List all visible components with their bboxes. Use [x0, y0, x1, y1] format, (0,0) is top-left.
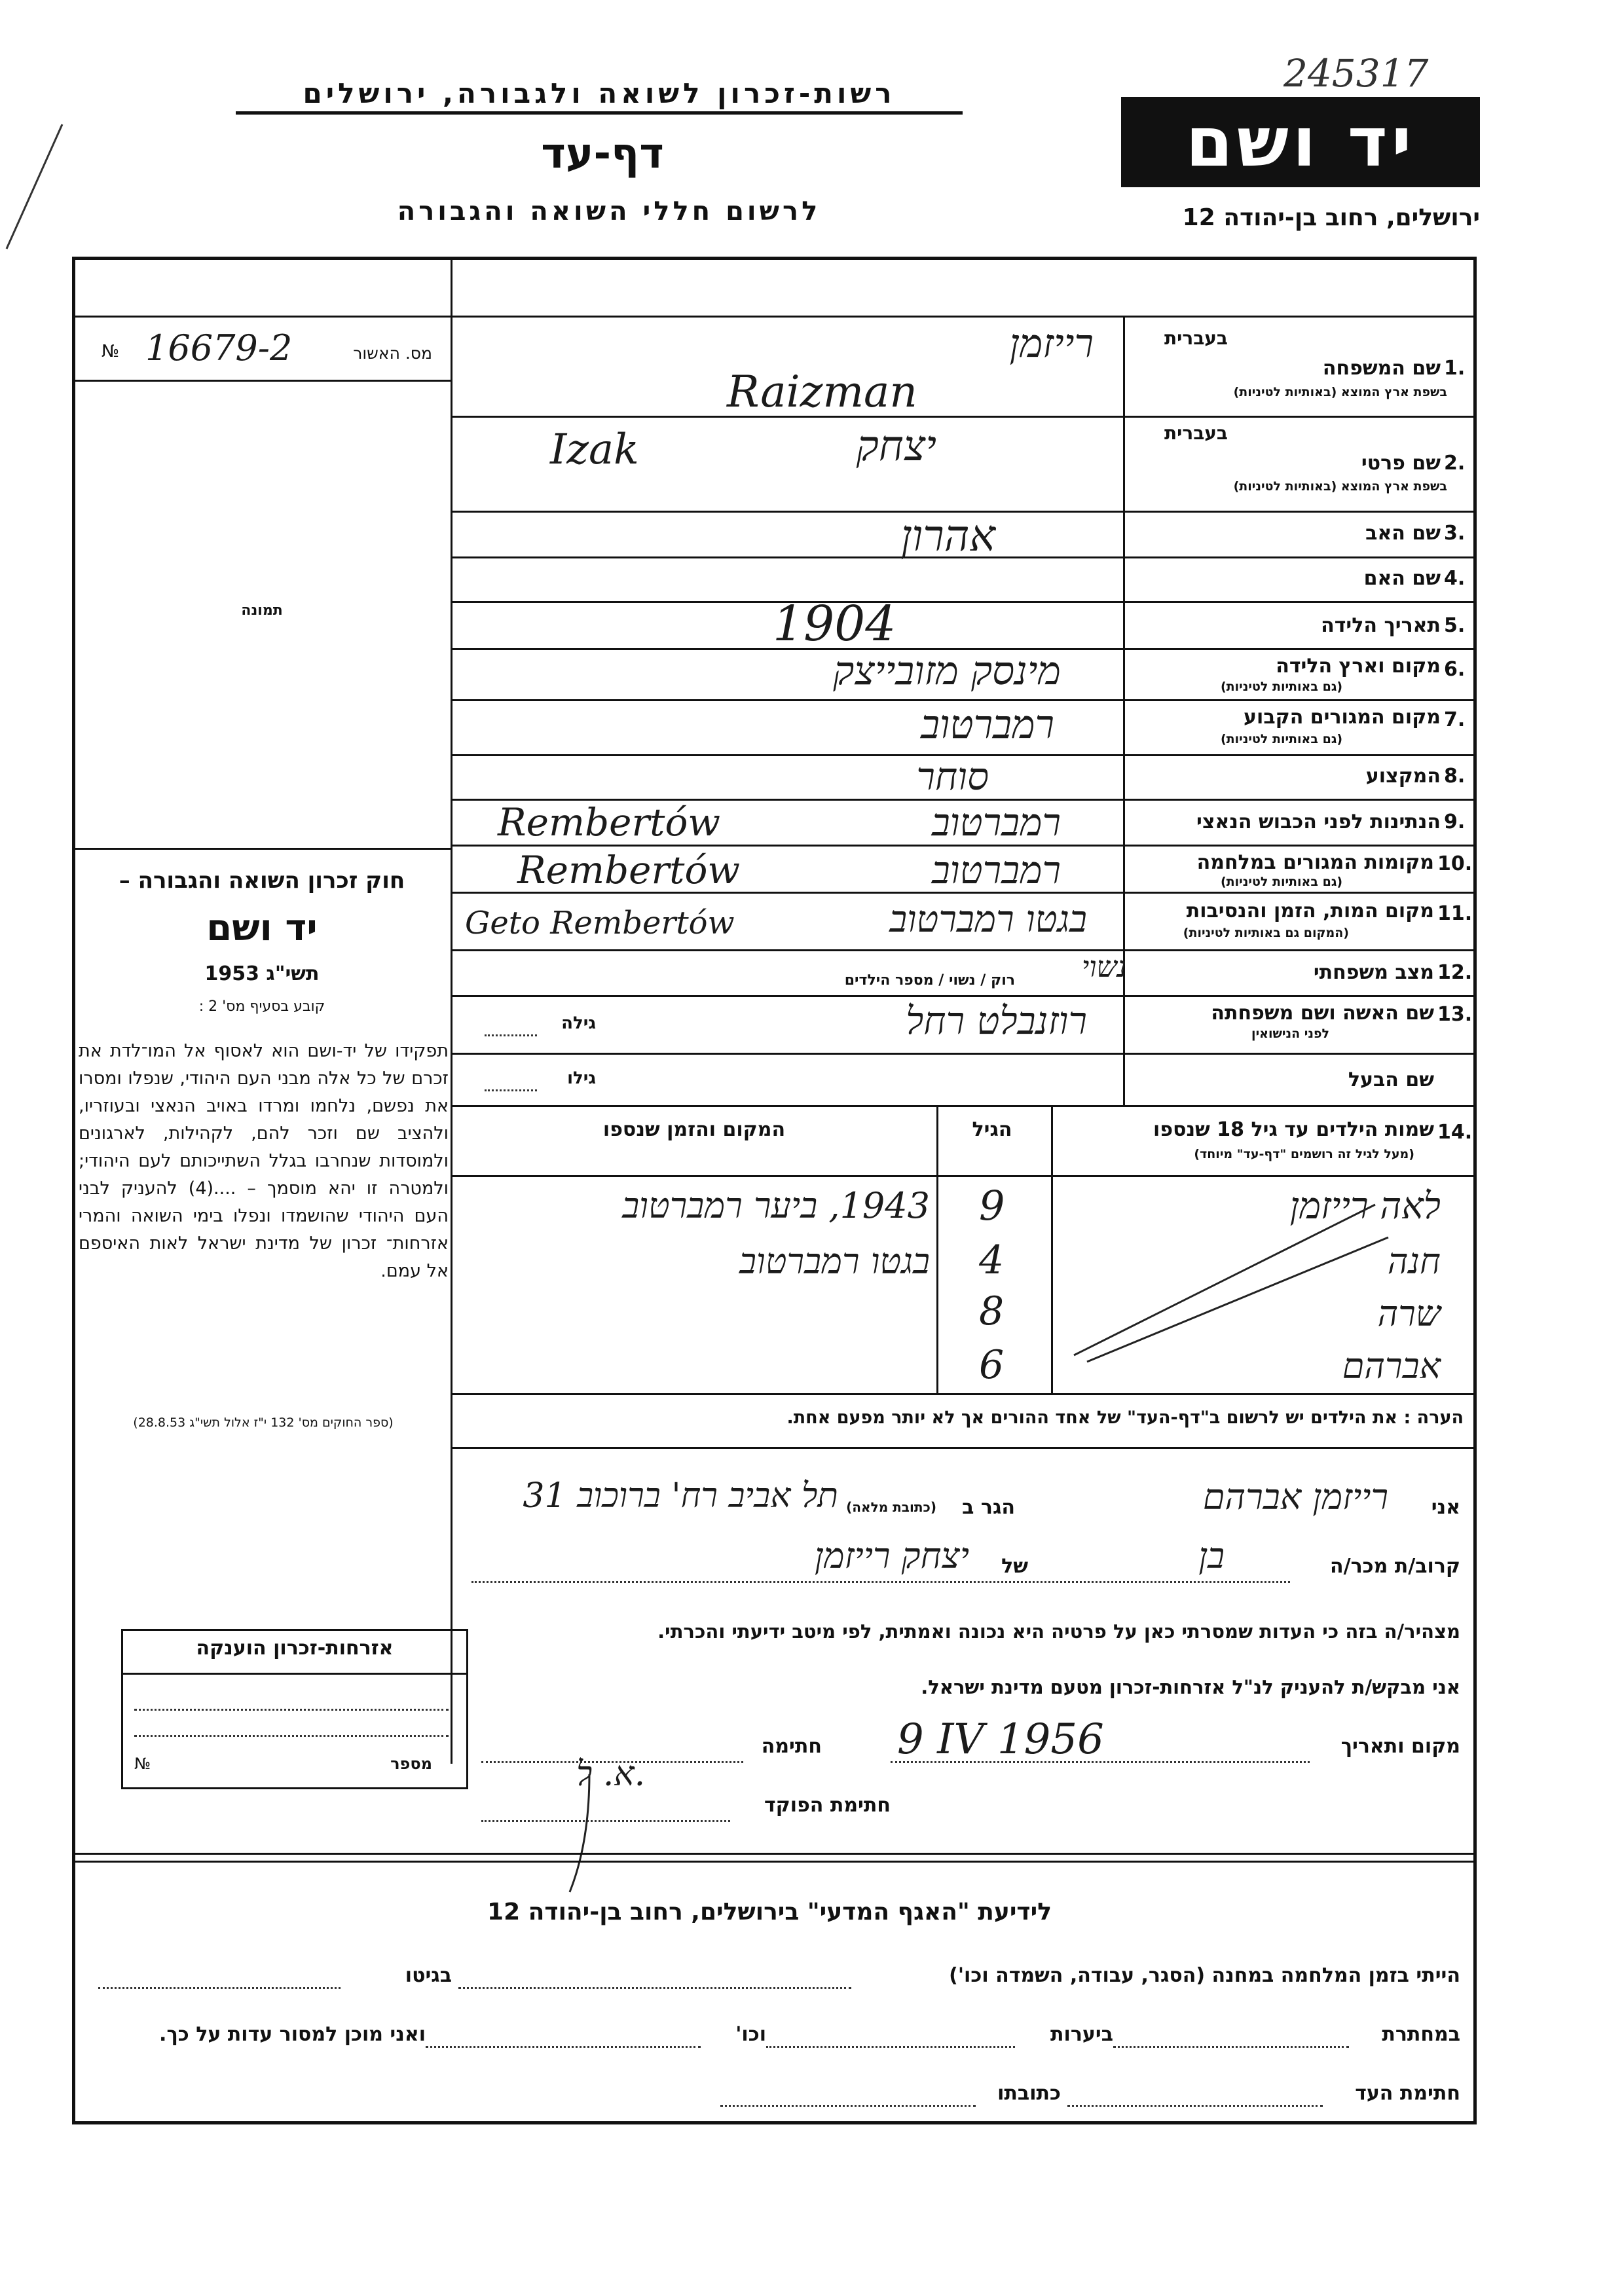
record-no-symbol: № [101, 342, 120, 361]
child-2-place: בגטו רמברטוב [739, 1241, 930, 1282]
inspector-pen-stroke [524, 1761, 655, 1899]
science-line2-a: במחתרת [1382, 2023, 1460, 2046]
wartime-residence-hebrew: רמברטוב [931, 848, 1061, 892]
field-3-num: 3. [1444, 522, 1466, 545]
field-12-note: רוק / נשוי / מספר הילדים [844, 972, 1015, 989]
children-note: הערה : את הילדים יש לרשום ב"דף-העד" של אחד ההורים אך לא יותר מפעם אחת. [786, 1408, 1464, 1428]
declaration-statement: מצהיר/ה בזה כי העדות שמסרתי כאן על פרטיה היא נכונה ואמתית, לפי מיטב ידיעתי והכרתי. [657, 1620, 1460, 1643]
child-2-age: 4 [979, 1237, 1005, 1283]
header-rule [236, 111, 963, 115]
declaration-top-line [451, 1447, 1477, 1449]
father-name: אהרון [900, 511, 995, 561]
field-1-label: שם המשפחה [1322, 357, 1441, 380]
science-line1-b: בגיטו [405, 1964, 452, 1987]
surname-latin: Raizman [727, 367, 917, 417]
pen-stroke-mark [0, 105, 79, 262]
child-4-name: אברהם [1342, 1345, 1441, 1387]
field-12-label: מצב משפחתי [1313, 961, 1434, 984]
declarant-name: רייזמן אברהם [1202, 1476, 1388, 1518]
field-7-label: מקום המגורים הקבוע [1244, 706, 1441, 729]
death-place-latin: Geto Rembertów [465, 905, 735, 941]
occupation: סוחר [916, 754, 989, 799]
field-6-label: מקום וארץ הלידה [1276, 655, 1441, 678]
field-8-label: המקצוע [1365, 765, 1441, 788]
place-date-dots [891, 1761, 1310, 1763]
science-line2-dots-b [766, 2046, 1015, 2048]
field-9-num: 9. [1444, 811, 1466, 833]
law-name: יד ושם [206, 907, 318, 949]
citizenship-request: אני מבקש/ת להעניק לנ"ל אזרחות-זכרון מטעם מדינת ישראל. [921, 1676, 1460, 1698]
husband-label: שם הבעל [1348, 1068, 1434, 1091]
children-header: שמות הילדים עד גיל 18 שנספו [1153, 1118, 1434, 1141]
field-5-num: 5. [1444, 614, 1466, 637]
citizenship-box-dots-2 [134, 1735, 449, 1737]
signature-label: חתימה [761, 1735, 822, 1758]
of-label: של [1001, 1555, 1028, 1578]
inspector-signature: א. ל. [576, 1755, 646, 1794]
law-body: תפקידו של יד-ושם הוא לאסוף אל המו־לדת את זכרם של כל אלה מבני העם היהודי, שנפלו ומסרו את נפשם, נלחמו ומרדו באויב הנאצי ובעוזריו, ולהציב שם וזכר להם, לקהילות, לארגונים ולמוסדות שנחרבו בגלל השתייכותם לעם היהודי; ולמטרה זו יהא מוסמך – ....(4) להעניק לבני העם היהודי שהושמדו ונפלו בימי השואה והמרי אזרחות־ זכרון של מדינת ישראל לאות האיספם אל עמם. [79, 1041, 449, 1281]
children-bottom-line [451, 1393, 1477, 1395]
lives-note: (כתובת מלאה) [846, 1499, 936, 1515]
surname-hebrew: רייזמן [1009, 321, 1094, 367]
field-7-note: (גם באותיות לטיניות) [1220, 732, 1342, 746]
science-line1-a: הייתי בזמן המלחמה במחנה (הסגר, עבודה, השמדה וכו') [949, 1964, 1460, 1987]
child-4-age: 6 [979, 1342, 1005, 1388]
given-name-hebrew: יצחק [856, 422, 936, 471]
science-line2-c: וכו' [735, 2023, 766, 2046]
law-source: (ספר החוקים מס' 132 י"ז אלול תשי"ג 28.8.53) [133, 1415, 394, 1430]
field-6-note: (גם באותיות לטיניות) [1220, 680, 1342, 694]
death-place-hebrew: בגטו רמברטוב [889, 898, 1087, 941]
field-11-num: 11. [1437, 902, 1473, 925]
field-1-note: בשפת ארץ המוצא (באותיות לטיניות) [1233, 385, 1447, 399]
row-line-6 [451, 699, 1477, 701]
field-4-num: 4. [1444, 567, 1466, 590]
citizenship-number-symbol: № [134, 1755, 151, 1773]
place-date-label: מקום ותאריך [1340, 1735, 1460, 1758]
institution-line: רשות-זכרון לשואה ולגבורה, ירושלים [303, 77, 896, 109]
citizenship-box-line [121, 1673, 468, 1675]
field-13-num: 13. [1437, 1003, 1473, 1026]
birth-place: מינסק מזובייצק [833, 648, 1061, 694]
field-11-note: (המקום גם באותיות לטיניות) [1183, 926, 1349, 940]
record-line [72, 380, 451, 382]
row-line-12 [451, 995, 1477, 997]
science-line2-b: ביערות [1050, 2023, 1113, 2046]
place-date-value: 9 IV 1956 [897, 1715, 1104, 1764]
science-line2-dots-a [1113, 2046, 1349, 2048]
relative-label: קרוב/ת מכר/ה [1330, 1555, 1460, 1578]
field-4-label: שם האם [1363, 567, 1441, 590]
row-line-9 [451, 845, 1477, 847]
field-1-tag: בעברית [1164, 327, 1228, 349]
handwritten-archive-number: 245317 [1283, 51, 1429, 96]
law-clause: קובע בסעיף מס' 2 : [198, 998, 325, 1015]
field-10-num: 10. [1437, 852, 1473, 875]
husband-age-label: גילו [567, 1068, 596, 1088]
field-2-num: 2. [1444, 452, 1466, 475]
declarant-address: תל אביב רח' ברוכוב 31 [523, 1476, 838, 1516]
science-line1-dots-b [98, 1987, 341, 1989]
field-2-label: שם פרטי [1361, 452, 1441, 475]
field-8-num: 8. [1444, 765, 1466, 788]
child-3-name: שרה [1377, 1293, 1441, 1334]
field-14-num: 14. [1437, 1121, 1473, 1144]
form-subtitle: לרשום חללי השואה והגבורה [397, 196, 821, 227]
field-7-num: 7. [1444, 708, 1466, 731]
field-2-tag: בעברית [1164, 422, 1228, 444]
photo-bottom-line [72, 848, 451, 850]
science-rule-2 [72, 1861, 1477, 1863]
nationality-hebrew: רמברטוב [931, 800, 1061, 845]
photo-label: תמונה [241, 602, 283, 619]
record-label: מס. האשור [353, 344, 432, 363]
science-line2-d: ואני מוכן למסור עדות על כך. [159, 2023, 426, 2046]
ditto-pen-strokes [1061, 1192, 1414, 1375]
science-title: לידיעת "האגף המדעי" בירושלים, רחוב בן-יהודה 12 [487, 1899, 1052, 1925]
field-6-num: 6. [1444, 658, 1466, 681]
residence: רמברטוב [921, 702, 1054, 748]
declarant-label: אני [1431, 1496, 1460, 1519]
children-col-divider-2 [936, 1105, 938, 1393]
children-header-line [451, 1175, 1477, 1177]
wife-name: רוזנבלט רחל [906, 998, 1087, 1043]
child-1-place: 1943, ביער רמברטוב [622, 1185, 930, 1226]
relation-value: בן [1198, 1535, 1225, 1576]
field-5-label: תאריך הלידה [1321, 614, 1441, 637]
child-3-age: 8 [979, 1288, 1005, 1334]
field-13-note: לפני הנישואין [1251, 1027, 1329, 1041]
field-10-label: מקומות המגורים במלחמה [1196, 851, 1434, 874]
row-line-13 [451, 1053, 1477, 1055]
relative-dots [471, 1581, 1290, 1583]
field-2-note: בשפת ארץ המוצא (באותיות לטיניות) [1233, 479, 1447, 494]
record-value: 16679-2 [145, 327, 293, 369]
science-line1-dots-a [458, 1987, 851, 1989]
child-2-name: חנה [1387, 1241, 1441, 1282]
citizenship-box-dots-1 [134, 1709, 449, 1711]
wartime-residence-latin: Rembertów [517, 848, 741, 892]
place-col-header: המקום והזמן שנספו [602, 1118, 786, 1141]
marital-status: נשוי [1081, 951, 1126, 984]
row-line-4 [451, 601, 1477, 603]
row-line-11 [451, 949, 1477, 951]
field-11-label: מקום המות, הזמן והנסיבות [1186, 900, 1434, 922]
row-line-14 [451, 1105, 1477, 1107]
institution-address: ירושלים, רחוב בן-יהודה 12 [1182, 204, 1480, 231]
science-line3-b: כתובתו [997, 2082, 1061, 2105]
citizenship-box-title: אזרחות-זכרון הוענקה [196, 1637, 394, 1660]
children-header-note: (מעל לגיל זה רושמים "דף-עד" מיוחד) [1194, 1147, 1414, 1161]
given-name-latin: Izak [550, 426, 639, 474]
label-column-divider [1123, 316, 1125, 1106]
yad-vashem-logo: יד ושם [1121, 97, 1480, 187]
wife-age-label: גילה [561, 1013, 596, 1033]
age-col-header: הגיל [972, 1118, 1012, 1141]
science-rule-1 [72, 1853, 1477, 1855]
husband-age-dots [485, 1089, 537, 1091]
children-col-divider-1 [1051, 1105, 1053, 1393]
lives-label: הגר ב [962, 1496, 1015, 1519]
law-title: חוק זכרון השואה והגבורה – [119, 867, 405, 894]
child-1-name: לאה רייזמן [1289, 1185, 1441, 1228]
law-year: תשי"ג 1953 [204, 962, 320, 985]
field-10-note: (גם באותיות לטיניות) [1220, 875, 1342, 889]
row-line-1 [451, 416, 1477, 418]
science-line3-dots-a [1067, 2105, 1323, 2107]
field-3-label: שם האב [1365, 522, 1441, 545]
science-line3-dots-b [720, 2105, 976, 2107]
field-12-num: 12. [1437, 961, 1473, 984]
frame-top-band [72, 316, 1477, 318]
of-value: יצחק רייזמן [814, 1535, 969, 1576]
form-title: דף-עד [541, 130, 664, 178]
science-line3-a: חתימת העד [1355, 2082, 1460, 2105]
left-column-divider [451, 257, 452, 1764]
child-1-age: 9 [979, 1182, 1005, 1230]
inspector-label: חתימת הפוקד [764, 1794, 891, 1817]
science-line2-dots-c [426, 2046, 701, 2048]
citizenship-number-label: מספר [390, 1755, 432, 1773]
birth-date: 1904 [773, 596, 896, 652]
field-9-label: הנתינות לפני הכבוש הנאצי [1196, 811, 1441, 833]
wife-age-dots [485, 1034, 537, 1036]
field-13-label: שם האשה ושם משפחתה [1211, 1002, 1434, 1025]
nationality-latin: Rembertów [498, 800, 721, 845]
field-1-num: 1. [1444, 357, 1466, 380]
